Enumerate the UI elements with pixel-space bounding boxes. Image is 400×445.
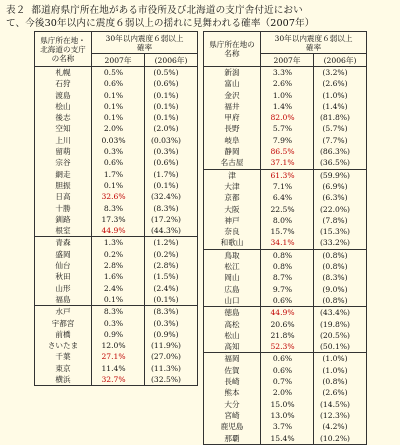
- table-row: [35, 146, 198, 157]
- probability-2007-cell: 27.1%: [92, 351, 145, 362]
- probability-2007-cell: 0.5%: [92, 67, 145, 79]
- table-row: [204, 399, 367, 410]
- table-row: [204, 295, 367, 307]
- probability-2006-cell: (0.1%): [145, 180, 198, 191]
- probability-2006-cell: (2.6%): [314, 387, 367, 398]
- probability-2007-cell: 1.3%: [92, 237, 145, 249]
- table-row: [35, 225, 198, 237]
- probability-2007-cell: 8.0%: [261, 215, 314, 226]
- probability-2006-cell: (0.3%): [145, 146, 198, 157]
- location-name-cell: 神戸: [204, 215, 261, 226]
- probability-2007-cell: 0.1%: [92, 180, 145, 191]
- table-row: [35, 169, 198, 180]
- table-row: [35, 180, 198, 191]
- table-row: [204, 319, 367, 330]
- table-row: [35, 374, 198, 386]
- table-row: [204, 226, 367, 237]
- table-row: [35, 214, 198, 225]
- probability-2007-cell: 0.3%: [92, 146, 145, 157]
- probability-2006-cell: (22.0%): [314, 204, 367, 215]
- probability-2006-cell: (0.3%): [145, 318, 198, 329]
- probability-2006-cell: (0.8%): [314, 249, 367, 261]
- table-row: [35, 90, 198, 101]
- table-number: 表２: [6, 5, 26, 16]
- header-2007: 2007年: [261, 54, 314, 67]
- probability-2006-cell: (0.1%): [145, 294, 198, 306]
- table-row: [204, 146, 367, 157]
- probability-2006-cell: (44.3%): [145, 225, 198, 237]
- table-row: [35, 294, 198, 306]
- location-name-cell: 後志: [35, 112, 92, 123]
- table-row: [204, 376, 367, 387]
- probability-2006-cell: (81.8%): [314, 112, 367, 123]
- probability-2006-cell: (10.2%): [314, 433, 367, 445]
- table-row: [204, 421, 367, 432]
- location-name-cell: 仙台: [35, 260, 92, 271]
- probability-2006-cell: (27.0%): [145, 351, 198, 362]
- location-name-cell: 横浜: [35, 374, 92, 386]
- probability-2006-cell: (32.5%): [145, 374, 198, 386]
- header-location-name: [35, 32, 92, 67]
- location-name-cell: 熊本: [204, 387, 261, 398]
- probability-2006-cell: (3.2%): [314, 67, 367, 79]
- table-row: [204, 284, 367, 295]
- location-name-cell: 札幌: [35, 67, 92, 79]
- location-name-cell: 甲府: [204, 112, 261, 123]
- table-row: [204, 272, 367, 283]
- probability-2006-cell: (1.4%): [314, 101, 367, 112]
- probability-2006-cell: (1.0%): [314, 353, 367, 365]
- probability-2007-cell: 1.6%: [92, 271, 145, 282]
- probability-2006-cell: (9.0%): [314, 284, 367, 295]
- table-row: [35, 283, 198, 294]
- probability-2007-cell: 0.7%: [261, 376, 314, 387]
- probability-2007-cell: 0.9%: [92, 329, 145, 340]
- table-row: [35, 157, 198, 168]
- table-row: [204, 341, 367, 353]
- table-row: [35, 271, 198, 282]
- table-row: [204, 78, 367, 89]
- probability-2007-cell: 17.3%: [92, 214, 145, 225]
- location-name-cell: 留萌: [35, 146, 92, 157]
- table-row: [35, 329, 198, 340]
- table-row: [35, 203, 198, 214]
- probability-2007-cell: 8.7%: [261, 272, 314, 283]
- probability-2006-cell: (1.2%): [145, 237, 198, 249]
- location-name-cell: 静岡: [204, 146, 261, 157]
- location-name-cell: 長崎: [204, 376, 261, 387]
- probability-2007-cell: 0.8%: [261, 261, 314, 272]
- probability-2007-cell: 6.4%: [261, 192, 314, 203]
- table-row: [204, 90, 367, 101]
- table-row: [204, 353, 367, 365]
- probability-2006-cell: (86.3%): [314, 146, 367, 157]
- probability-2006-cell: (0.6%): [145, 78, 198, 89]
- probability-2007-cell: 1.4%: [261, 101, 314, 112]
- probability-2006-cell: (19.8%): [314, 319, 367, 330]
- probability-2006-cell: (0.8%): [314, 261, 367, 272]
- location-name-cell: 岡山: [204, 272, 261, 283]
- probability-2006-cell: (1.7%): [145, 169, 198, 180]
- location-name-cell: 根室: [35, 225, 92, 237]
- location-name-cell: 新潟: [204, 67, 261, 79]
- table-row: [204, 433, 367, 445]
- location-name-cell: 京都: [204, 192, 261, 203]
- table-row: [35, 363, 198, 374]
- header-probability: [261, 32, 367, 54]
- table-row: [35, 67, 198, 79]
- caption-line-1: 都道府県庁所在地がある市役所及び北海道の支庁舎付近におい: [31, 5, 303, 16]
- probability-2007-cell: 8.3%: [92, 203, 145, 214]
- probability-2007-cell: 15.4%: [261, 433, 314, 445]
- probability-2007-cell: 0.1%: [92, 112, 145, 123]
- probability-2006-cell: (1.0%): [314, 90, 367, 101]
- header-probability: [92, 32, 198, 54]
- probability-2006-cell: (2.0%): [145, 123, 198, 134]
- probability-2007-cell: 7.1%: [261, 181, 314, 192]
- probability-2006-cell: (0.03%): [145, 135, 198, 146]
- table-row: [204, 307, 367, 319]
- probability-2006-cell: (59.9%): [314, 169, 367, 181]
- probability-2006-cell: (7.8%): [314, 215, 367, 226]
- table-row: [204, 410, 367, 421]
- header-2007: 2007年: [92, 54, 145, 67]
- table-row: [35, 78, 198, 89]
- table-row: [204, 192, 367, 203]
- table-row: [204, 112, 367, 123]
- probability-2006-cell: (2.4%): [145, 283, 198, 294]
- header-prob-line-1: 30年以内震度６弱以上: [274, 33, 353, 43]
- table-row: [204, 365, 367, 376]
- probability-2006-cell: (4.2%): [314, 421, 367, 432]
- header-prob-line-1: 30年以内震度６弱以上: [105, 33, 184, 43]
- probability-2006-cell: (33.2%): [314, 237, 367, 249]
- probability-2006-cell: (8.3%): [145, 306, 198, 318]
- table-row: [35, 249, 198, 260]
- probability-2007-cell: 1.0%: [261, 90, 314, 101]
- probability-2006-cell: (0.1%): [145, 90, 198, 101]
- location-name-cell: 高松: [204, 319, 261, 330]
- probability-2007-cell: 2.4%: [92, 283, 145, 294]
- header-location-name: [204, 32, 261, 67]
- probability-table-left: [34, 31, 198, 386]
- probability-table-right: [203, 31, 367, 445]
- probability-2007-cell: 0.6%: [261, 353, 314, 365]
- probability-2007-cell: 5.7%: [261, 123, 314, 134]
- probability-2007-cell: 21.8%: [261, 330, 314, 341]
- caption-line-2: て、今後30年以内に震度６弱以上の揺れに見舞われる確率（2007年）: [6, 18, 315, 29]
- location-name-cell: 秋田: [35, 271, 92, 282]
- table-row: [35, 351, 198, 362]
- table-row: [204, 387, 367, 398]
- table-row: [204, 215, 367, 226]
- location-name-cell: 奈良: [204, 226, 261, 237]
- probability-2007-cell: 61.3%: [261, 169, 314, 181]
- probability-2007-cell: 0.1%: [92, 101, 145, 112]
- table-row: [35, 306, 198, 318]
- location-name-cell: 岐阜: [204, 135, 261, 146]
- probability-2007-cell: 3.3%: [261, 67, 314, 79]
- probability-2007-cell: 0.1%: [92, 294, 145, 306]
- location-name-cell: 広島: [204, 284, 261, 295]
- table-row: [35, 237, 198, 249]
- probability-2006-cell: (17.2%): [145, 214, 198, 225]
- location-name-cell: 和歌山: [204, 237, 261, 249]
- location-name-cell: 津: [204, 169, 261, 181]
- location-name-cell: 福岡: [204, 353, 261, 365]
- probability-2007-cell: 9.7%: [261, 284, 314, 295]
- table-row: [35, 123, 198, 134]
- probability-2006-cell: (0.5%): [145, 67, 198, 79]
- location-name-cell: 桧山: [35, 101, 92, 112]
- location-name-cell: 宇都宮: [35, 318, 92, 329]
- location-name-cell: 名古屋: [204, 157, 261, 169]
- location-name-cell: 福島: [35, 294, 92, 306]
- probability-2007-cell: 11.4%: [92, 363, 145, 374]
- location-name-cell: 福井: [204, 101, 261, 112]
- probability-2007-cell: 15.0%: [261, 399, 314, 410]
- probability-2006-cell: (36.5%): [314, 157, 367, 169]
- location-name-cell: 長野: [204, 123, 261, 134]
- probability-2007-cell: 0.8%: [261, 249, 314, 261]
- probability-2006-cell: (11.9%): [145, 340, 198, 351]
- probability-2007-cell: 2.8%: [92, 260, 145, 271]
- header-2006: (2006年): [314, 54, 367, 67]
- location-name-cell: 水戸: [35, 306, 92, 318]
- location-name-cell: 松江: [204, 261, 261, 272]
- location-name-cell: さいたま: [35, 340, 92, 351]
- location-name-cell: 上川: [35, 135, 92, 146]
- probability-2007-cell: 2.0%: [92, 123, 145, 134]
- probability-2006-cell: (0.1%): [145, 112, 198, 123]
- probability-2006-cell: (6.3%): [314, 192, 367, 203]
- location-name-cell: 金沢: [204, 90, 261, 101]
- probability-2006-cell: (11.3%): [145, 363, 198, 374]
- location-name-cell: 那覇: [204, 433, 261, 445]
- probability-2006-cell: (12.3%): [314, 410, 367, 421]
- probability-2007-cell: 44.9%: [261, 307, 314, 319]
- table-row: [204, 237, 367, 249]
- probability-2007-cell: 0.6%: [261, 365, 314, 376]
- table-row: [204, 261, 367, 272]
- location-name-cell: 宗谷: [35, 157, 92, 168]
- probability-2006-cell: (6.9%): [314, 181, 367, 192]
- probability-2006-cell: (43.4%): [314, 307, 367, 319]
- probability-2007-cell: 13.0%: [261, 410, 314, 421]
- location-name-cell: 胆振: [35, 180, 92, 191]
- table-row: [35, 112, 198, 123]
- table-row: [204, 249, 367, 261]
- probability-2006-cell: (14.5%): [314, 399, 367, 410]
- probability-2007-cell: 12.0%: [92, 340, 145, 351]
- location-name-cell: 渡島: [35, 90, 92, 101]
- table-row: [204, 204, 367, 215]
- location-name-cell: 徳島: [204, 307, 261, 319]
- table-row: [35, 191, 198, 202]
- probability-2007-cell: 86.5%: [261, 146, 314, 157]
- location-name-cell: 鹿児島: [204, 421, 261, 432]
- header-name-line-2: 北海道の支庁: [40, 44, 86, 54]
- location-name-cell: 鳥取: [204, 249, 261, 261]
- location-name-cell: 松山: [204, 330, 261, 341]
- probability-2007-cell: 0.1%: [92, 90, 145, 101]
- probability-2006-cell: (7.7%): [314, 135, 367, 146]
- probability-2007-cell: 20.6%: [261, 319, 314, 330]
- probability-2006-cell: (32.4%): [145, 191, 198, 202]
- probability-2007-cell: 0.6%: [92, 78, 145, 89]
- probability-2007-cell: 0.2%: [92, 249, 145, 260]
- location-name-cell: 高知: [204, 341, 261, 353]
- table-row: [204, 157, 367, 169]
- location-name-cell: 山形: [35, 283, 92, 294]
- header-name-line-1: 県庁所在地・: [40, 35, 86, 45]
- table-row: [35, 101, 198, 112]
- probability-2006-cell: (1.5%): [145, 271, 198, 282]
- probability-2007-cell: 15.7%: [261, 226, 314, 237]
- header-name-line-1: 県庁所在地の: [209, 40, 255, 49]
- location-name-cell: 網走: [35, 169, 92, 180]
- probability-2006-cell: (15.3%): [314, 226, 367, 237]
- probability-2007-cell: 37.1%: [261, 157, 314, 169]
- probability-2007-cell: 2.6%: [261, 78, 314, 89]
- location-name-cell: 日高: [35, 191, 92, 202]
- header-prob-line-2: 確率: [305, 42, 322, 52]
- probability-2007-cell: 22.5%: [261, 204, 314, 215]
- location-name-cell: 山口: [204, 295, 261, 307]
- probability-2006-cell: (1.0%): [314, 365, 367, 376]
- table-row: [204, 181, 367, 192]
- probability-2007-cell: 0.3%: [92, 318, 145, 329]
- location-name-cell: 大阪: [204, 204, 261, 215]
- probability-2007-cell: 44.9%: [92, 225, 145, 237]
- location-name-cell: 十勝: [35, 203, 92, 214]
- location-name-cell: 石狩: [35, 78, 92, 89]
- location-name-cell: 東京: [35, 363, 92, 374]
- probability-2006-cell: (0.1%): [145, 101, 198, 112]
- header-prob-line-2: 確率: [136, 42, 153, 52]
- probability-2007-cell: 7.9%: [261, 135, 314, 146]
- table-row: [204, 330, 367, 341]
- header-2006: (2006年): [145, 54, 198, 67]
- probability-2007-cell: 82.0%: [261, 112, 314, 123]
- table-row: [35, 340, 198, 351]
- location-name-cell: 大分: [204, 399, 261, 410]
- probability-2007-cell: 32.7%: [92, 374, 145, 386]
- probability-2006-cell: (2.6%): [314, 78, 367, 89]
- probability-2006-cell: (0.6%): [145, 157, 198, 168]
- table-row: [204, 123, 367, 134]
- location-name-cell: 大津: [204, 181, 261, 192]
- probability-2007-cell: 0.6%: [261, 295, 314, 307]
- probability-2006-cell: (20.5%): [314, 330, 367, 341]
- table-row: [204, 135, 367, 146]
- location-name-cell: 釧路: [35, 214, 92, 225]
- table-row: [35, 260, 198, 271]
- location-name-cell: 千葉: [35, 351, 92, 362]
- location-name-cell: 盛岡: [35, 249, 92, 260]
- probability-2006-cell: (8.3%): [314, 272, 367, 283]
- probability-2006-cell: (0.8%): [314, 376, 367, 387]
- probability-2006-cell: (5.7%): [314, 123, 367, 134]
- table-row: [204, 101, 367, 112]
- probability-2006-cell: (2.8%): [145, 260, 198, 271]
- header-name-line-3: の名称: [51, 53, 75, 63]
- probability-2007-cell: 8.3%: [92, 306, 145, 318]
- probability-2007-cell: 2.0%: [261, 387, 314, 398]
- probability-2007-cell: 0.03%: [92, 135, 145, 146]
- probability-2007-cell: 1.7%: [92, 169, 145, 180]
- location-name-cell: 佐賀: [204, 365, 261, 376]
- table-row: [204, 169, 367, 181]
- location-name-cell: 宮崎: [204, 410, 261, 421]
- probability-2007-cell: 32.6%: [92, 191, 145, 202]
- probability-2007-cell: 34.1%: [261, 237, 314, 249]
- location-name-cell: 前橋: [35, 329, 92, 340]
- location-name-cell: 青森: [35, 237, 92, 249]
- probability-2006-cell: (8.3%): [145, 203, 198, 214]
- probability-2006-cell: (0.2%): [145, 249, 198, 260]
- probability-2007-cell: 52.3%: [261, 341, 314, 353]
- probability-2006-cell: (0.9%): [145, 329, 198, 340]
- probability-2006-cell: (50.1%): [314, 341, 367, 353]
- probability-2007-cell: 0.6%: [92, 157, 145, 168]
- table-caption: [6, 4, 396, 30]
- probability-2007-cell: 3.7%: [261, 421, 314, 432]
- location-name-cell: 空知: [35, 123, 92, 134]
- location-name-cell: 富山: [204, 78, 261, 89]
- probability-2006-cell: (0.8%): [314, 295, 367, 307]
- table-row: [35, 135, 198, 146]
- header-name-line-2: 名称: [224, 49, 240, 58]
- table-row: [204, 67, 367, 79]
- table-row: [35, 318, 198, 329]
